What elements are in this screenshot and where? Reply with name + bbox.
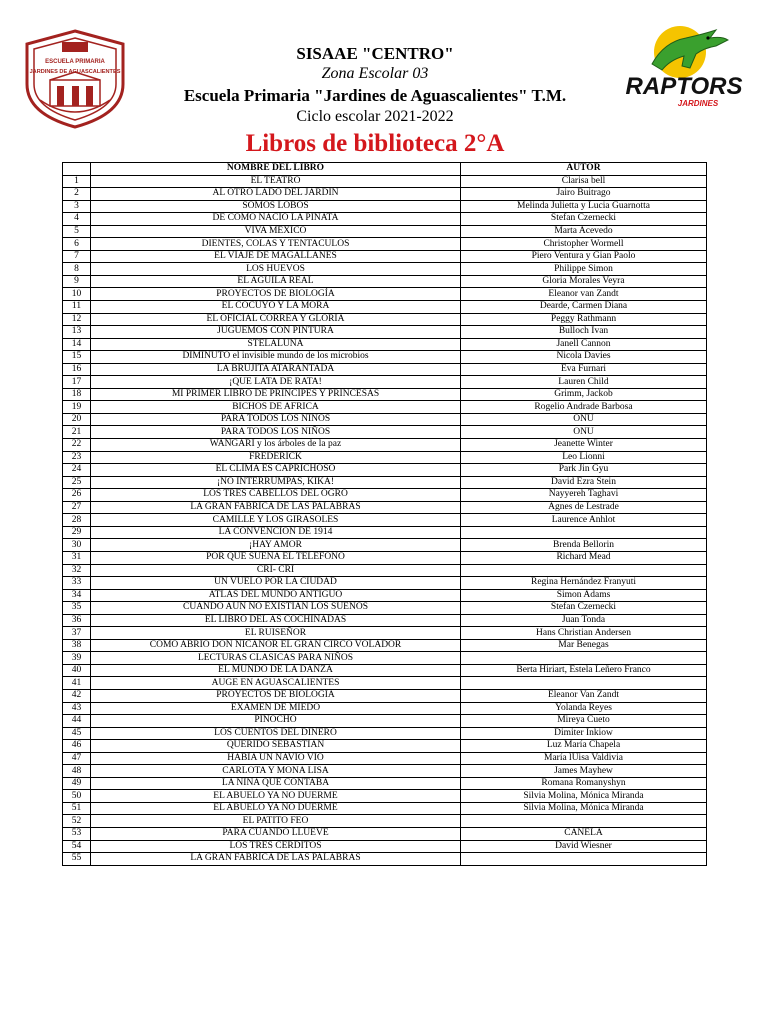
- book-title: BICHOS DE AFRICA: [91, 401, 461, 414]
- table-row: [63, 802, 707, 815]
- book-author: Silvia Molina, Mónica Miranda: [461, 802, 707, 815]
- table-row: [63, 777, 707, 790]
- row-number: 53: [63, 827, 91, 840]
- book-author: Dimiter Inkiow: [461, 727, 707, 740]
- row-number: 7: [63, 250, 91, 263]
- table-row: [63, 326, 707, 339]
- table-row: [63, 313, 707, 326]
- book-author: ONU: [461, 426, 707, 439]
- row-number: 29: [63, 526, 91, 539]
- book-title: EL ABUELO YA NO DUERME: [91, 790, 461, 803]
- header-line-4: Ciclo escolar 2021-2022: [296, 108, 454, 125]
- book-title: EXAMEN DE MIEDO: [91, 702, 461, 715]
- table-row: [63, 715, 707, 728]
- book-title: JUGUEMOS CON PINTURA: [91, 326, 461, 339]
- table-row: [63, 677, 707, 690]
- book-title: CARLOTA Y MONA LISA: [91, 765, 461, 778]
- book-author: David Ezra Stein: [461, 476, 707, 489]
- row-number: 43: [63, 702, 91, 715]
- book-author: Grimm, Jackob: [461, 388, 707, 401]
- table-row: [63, 639, 707, 652]
- book-author: David Wiesner: [461, 840, 707, 853]
- book-title: EL CLIMA ES CAPRICHOSO: [91, 464, 461, 477]
- book-author: Clarisa bell: [461, 175, 707, 188]
- book-author: Laurence Anhlot: [461, 514, 707, 527]
- table-row: [63, 275, 707, 288]
- book-author: Dearde, Carmen Diana: [461, 301, 707, 314]
- row-number: 38: [63, 639, 91, 652]
- table-row: [63, 363, 707, 376]
- row-number: 14: [63, 338, 91, 351]
- table-row: [63, 526, 707, 539]
- row-number: 36: [63, 614, 91, 627]
- table-row: [63, 238, 707, 251]
- book-title: SOMOS LOBOS: [91, 200, 461, 213]
- book-author: Romana Romanyshyn: [461, 777, 707, 790]
- table-header-row: [63, 163, 707, 176]
- table-row: [63, 514, 707, 527]
- book-author: Lauren Child: [461, 376, 707, 389]
- book-author: Stefan Czernecki: [461, 213, 707, 226]
- table-row: [63, 338, 707, 351]
- book-author: [461, 677, 707, 690]
- book-author: Agnes de Lestrade: [461, 501, 707, 514]
- row-number: 19: [63, 401, 91, 414]
- row-number: 15: [63, 351, 91, 364]
- table-row: [63, 614, 707, 627]
- book-title: PARA TODOS LOS NIÑOS: [91, 413, 461, 426]
- school-crest-logo: [22, 28, 128, 130]
- table-row: [63, 301, 707, 314]
- book-title: LOS TRES CABELLOS DEL OGRO: [91, 489, 461, 502]
- row-number: 46: [63, 740, 91, 753]
- book-author: Philippe Simon: [461, 263, 707, 276]
- table-row: [63, 664, 707, 677]
- book-title: PARA CUANDO LLUEVE: [91, 827, 461, 840]
- row-number: 27: [63, 501, 91, 514]
- book-author: [461, 564, 707, 577]
- book-title: STELALUNA: [91, 338, 461, 351]
- table-row: [63, 702, 707, 715]
- book-author: Rogelio Andrade Barbosa: [461, 401, 707, 414]
- row-number: 25: [63, 476, 91, 489]
- book-title: LOS HUEVOS: [91, 263, 461, 276]
- row-number: 30: [63, 539, 91, 552]
- book-author: Mar Benegas: [461, 639, 707, 652]
- book-author: Nayyereh Taghavi: [461, 489, 707, 502]
- table-row: [63, 501, 707, 514]
- book-author: María lUisa Valdivia: [461, 752, 707, 765]
- book-title: AUGE EN AGUASCALIENTES: [91, 677, 461, 690]
- table-row: [63, 351, 707, 364]
- book-author: Stefan Czernecki: [461, 602, 707, 615]
- row-number: 44: [63, 715, 91, 728]
- table-row: [63, 476, 707, 489]
- row-number: 31: [63, 551, 91, 564]
- book-title: ¡HAY AMOR: [91, 539, 461, 552]
- book-author: Jairo Buitrago: [461, 188, 707, 201]
- book-author: Marta Acevedo: [461, 225, 707, 238]
- row-number: 37: [63, 627, 91, 640]
- book-title: EL COCUYO Y LA MORA: [91, 301, 461, 314]
- row-number: 3: [63, 200, 91, 213]
- row-number: 48: [63, 765, 91, 778]
- book-author: [461, 652, 707, 665]
- books-table-body: [63, 175, 707, 865]
- row-number: 40: [63, 664, 91, 677]
- book-title: LA GRAN FABRICA DE LAS PALABRAS: [91, 501, 461, 514]
- book-title: EL OFICIAL CORREA Y GLORIA: [91, 313, 461, 326]
- row-number: 41: [63, 677, 91, 690]
- table-row: [63, 225, 707, 238]
- row-number: 13: [63, 326, 91, 339]
- raptors-logo: [624, 24, 748, 112]
- row-number: 2: [63, 188, 91, 201]
- header-line-2: Zona Escolar 03: [321, 65, 429, 82]
- row-number: 1: [63, 175, 91, 188]
- row-number: 55: [63, 853, 91, 866]
- table-row: [63, 489, 707, 502]
- table-row: [63, 577, 707, 590]
- table-row: [63, 627, 707, 640]
- table-row: [63, 689, 707, 702]
- table-row: [63, 827, 707, 840]
- book-author: Christopher Wormell: [461, 238, 707, 251]
- table-row: [63, 652, 707, 665]
- book-title: LA NIÑA QUE CONTABA: [91, 777, 461, 790]
- book-title: UN VUELO POR LA CIUDAD: [91, 577, 461, 590]
- book-title: LA BRUJITA ATARANTADA: [91, 363, 461, 376]
- book-author: [461, 815, 707, 828]
- book-title: LOS TRES CERDITOS: [91, 840, 461, 853]
- row-number: 20: [63, 413, 91, 426]
- table-row: [63, 589, 707, 602]
- table-row: [63, 539, 707, 552]
- table-row: [63, 401, 707, 414]
- book-author: Berta Hiriart, Estela Leñero Franco: [461, 664, 707, 677]
- book-title: EL PATITO FEO: [91, 815, 461, 828]
- row-number: 35: [63, 602, 91, 615]
- row-number: 42: [63, 689, 91, 702]
- table-row: [63, 790, 707, 803]
- book-author: Mireya Cueto: [461, 715, 707, 728]
- book-title: COMO ABRIÓ DON NICANOR EL GRAN CIRCO VOLADOR: [91, 639, 461, 652]
- row-number: 49: [63, 777, 91, 790]
- table-row: [63, 727, 707, 740]
- book-author: Simon Adams: [461, 589, 707, 602]
- row-number: 50: [63, 790, 91, 803]
- book-title: DE COMO NACIÓ LA PIÑATA: [91, 213, 461, 226]
- book-title: LA GRAN FABRICA DE LAS PALABRAS: [91, 853, 461, 866]
- row-number: 24: [63, 464, 91, 477]
- book-author: James Mayhew: [461, 765, 707, 778]
- row-number: 11: [63, 301, 91, 314]
- header-number: [63, 163, 91, 176]
- document-header: [0, 0, 768, 165]
- book-author: Silvia Molina, Mónica Miranda: [461, 790, 707, 803]
- row-number: 18: [63, 388, 91, 401]
- book-author: Eleanor Van Zandt: [461, 689, 707, 702]
- row-number: 52: [63, 815, 91, 828]
- crest-main-text: JARDINES DE AGUASCALIENTES: [29, 69, 121, 75]
- book-title: FREDERICK: [91, 451, 461, 464]
- table-row: [63, 815, 707, 828]
- book-author: Park Jin Gyu: [461, 464, 707, 477]
- book-author: Janell Cannon: [461, 338, 707, 351]
- table-row: [63, 413, 707, 426]
- books-table: [62, 162, 707, 866]
- book-author: ONU: [461, 413, 707, 426]
- book-title: POR QUÉ SUENA EL TELEFONO: [91, 551, 461, 564]
- table-row: [63, 376, 707, 389]
- table-row: [63, 250, 707, 263]
- table-row: [63, 765, 707, 778]
- row-number: 21: [63, 426, 91, 439]
- row-number: 47: [63, 752, 91, 765]
- table-row: [63, 188, 707, 201]
- row-number: 10: [63, 288, 91, 301]
- book-author: Peggy Rathmann: [461, 313, 707, 326]
- book-author: Melinda Julietta y Lucia Guarnotta: [461, 200, 707, 213]
- row-number: 12: [63, 313, 91, 326]
- row-number: 4: [63, 213, 91, 226]
- book-author: Eva Furnari: [461, 363, 707, 376]
- book-title: DIENTES, COLAS Y TENTACULOS: [91, 238, 461, 251]
- book-title: EL TEATRO: [91, 175, 461, 188]
- book-title: QUERIDO SEBASTIAN: [91, 740, 461, 753]
- table-row: [63, 740, 707, 753]
- book-title: EL ABUELO YA NO DUERME: [91, 802, 461, 815]
- row-number: 45: [63, 727, 91, 740]
- row-number: 54: [63, 840, 91, 853]
- book-title: ATLAS DEL MUNDO ANTIGUO: [91, 589, 461, 602]
- book-author: Eleanor van Zandt: [461, 288, 707, 301]
- row-number: 28: [63, 514, 91, 527]
- row-number: 17: [63, 376, 91, 389]
- raptors-sub-text: JARDINES: [677, 99, 719, 108]
- book-title: HABIA UN NAVIO VIO: [91, 752, 461, 765]
- row-number: 22: [63, 439, 91, 452]
- book-title: MI PRIMER LIBRO DE PRINCIPES Y PRINCESAS: [91, 388, 461, 401]
- row-number: 5: [63, 225, 91, 238]
- book-title: CAMILLE Y LOS GIRASOLES: [91, 514, 461, 527]
- book-author: [461, 853, 707, 866]
- book-author: Gloria Morales Veyra: [461, 275, 707, 288]
- table-row: [63, 439, 707, 452]
- table-row: [63, 263, 707, 276]
- book-author: Nicola Davies: [461, 351, 707, 364]
- book-title: EL AGUILA REAL: [91, 275, 461, 288]
- book-author: Bulloch Ivan: [461, 326, 707, 339]
- table-row: [63, 200, 707, 213]
- book-title: PROYECTOS DE BIOLOGÍA: [91, 689, 461, 702]
- header-line-3: Escuela Primaria "Jardines de Aguascalientes" T.M.: [183, 86, 567, 105]
- header-line-1: SISAAE "CENTRO": [296, 44, 454, 63]
- header-book-name: NOMBRE DEL LIBRO: [91, 163, 461, 176]
- row-number: 8: [63, 263, 91, 276]
- book-title: CUANDO AUN NO EXISTIAN LOS SUEÑOS: [91, 602, 461, 615]
- book-author: Regina Hernández Franyuti: [461, 577, 707, 590]
- table-row: [63, 388, 707, 401]
- row-number: 9: [63, 275, 91, 288]
- row-number: 51: [63, 802, 91, 815]
- book-title: LOS CUENTOS DEL DINERO: [91, 727, 461, 740]
- book-title: LA CONVENCION DE 1914: [91, 526, 461, 539]
- table-row: [63, 464, 707, 477]
- row-number: 6: [63, 238, 91, 251]
- header-author: AUTOR: [461, 163, 707, 176]
- book-title: VIVA MÉXICO: [91, 225, 461, 238]
- table-row: [63, 175, 707, 188]
- book-author: Hans Christian Andersen: [461, 627, 707, 640]
- table-row: [63, 288, 707, 301]
- book-title: ¡QUE LATA DE RATA!: [91, 376, 461, 389]
- book-title: ¡NO INTERRUMPAS, KIKA!: [91, 476, 461, 489]
- book-author: Brenda Bellorin: [461, 539, 707, 552]
- table-row: [63, 451, 707, 464]
- row-number: 23: [63, 451, 91, 464]
- book-author: Piero Ventura y Gian Paolo: [461, 250, 707, 263]
- book-author: Juan Tonda: [461, 614, 707, 627]
- book-author: Yolanda Reyes: [461, 702, 707, 715]
- table-row: [63, 213, 707, 226]
- book-title: CRI- CRI: [91, 564, 461, 577]
- book-author: [461, 526, 707, 539]
- book-title: EL VIAJE DE MAGALLANES: [91, 250, 461, 263]
- row-number: 16: [63, 363, 91, 376]
- table-row: [63, 840, 707, 853]
- book-author: Jeanette Winter: [461, 439, 707, 452]
- table-row: [63, 564, 707, 577]
- table-row: [63, 426, 707, 439]
- page-title: Libros de biblioteca 2°A: [245, 130, 505, 157]
- book-title: EL LIBRO DEL AS COCHINADAS: [91, 614, 461, 627]
- book-author: CANELA: [461, 827, 707, 840]
- book-title: PARA TODOS LOS NIÑOS: [91, 426, 461, 439]
- row-number: 39: [63, 652, 91, 665]
- table-row: [63, 752, 707, 765]
- row-number: 33: [63, 577, 91, 590]
- table-row: [63, 602, 707, 615]
- book-title: LECTURAS CLASICAS PARA NIÑOS: [91, 652, 461, 665]
- book-title: EL RUISEÑOR: [91, 627, 461, 640]
- book-title: DIMINUTO el invisible mundo de los microbios: [91, 351, 461, 364]
- row-number: 32: [63, 564, 91, 577]
- book-title: PROYECTOS DE BIOLOGÍA: [91, 288, 461, 301]
- book-title: PINOCHO: [91, 715, 461, 728]
- row-number: 26: [63, 489, 91, 502]
- book-title: WANGARI y los árboles de la paz: [91, 439, 461, 452]
- table-row: [63, 551, 707, 564]
- book-title: EL MUNDO DE LA DANZA: [91, 664, 461, 677]
- book-title: AL OTRO LADO DEL JARDIN: [91, 188, 461, 201]
- book-author: Luz María Chapela: [461, 740, 707, 753]
- raptors-main-text: RAPTORS: [625, 73, 743, 100]
- book-author: Leo Lionni: [461, 451, 707, 464]
- table-row: [63, 853, 707, 866]
- row-number: 34: [63, 589, 91, 602]
- crest-top-text: ESCUELA PRIMARIA: [45, 59, 105, 65]
- book-author: Richard Mead: [461, 551, 707, 564]
